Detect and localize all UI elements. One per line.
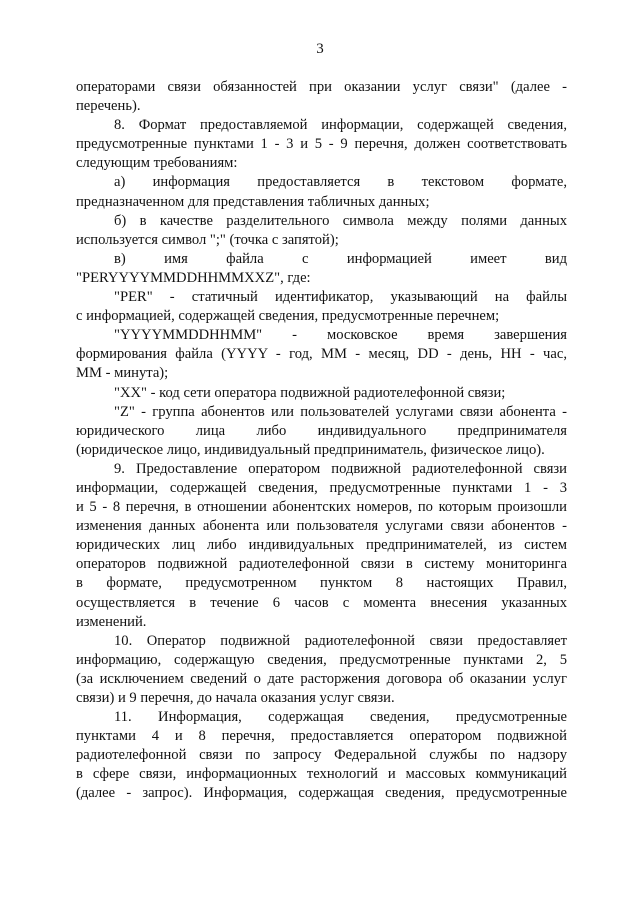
text-line: с информацией, содержащей сведения, предусмотренные перечнем; xyxy=(76,308,500,325)
page-number: 3 xyxy=(316,41,324,57)
text-line: изменений. xyxy=(76,613,147,630)
text-line: ММ - минута); xyxy=(76,365,169,382)
text-line: а) информация предоставляется в текстовом формате, xyxy=(114,174,567,191)
text-line: (юридическое лицо, индивидуальный предприниматель, физическое лицо). xyxy=(76,441,545,458)
text-line: операторами связи обязанностей при оказании услуг связи" (далее - xyxy=(76,79,567,95)
document-body xyxy=(76,78,567,804)
text-line: формирования файла (YYYY - год, ММ - месяц, DD - день, НН - час, xyxy=(76,346,567,363)
text-line: "Z" - группа абонентов или пользователей услугами связи абонента - xyxy=(114,403,567,420)
text-line: операторов подвижной радиотелефонной связи в систему мониторинга xyxy=(76,556,567,573)
text-line: информацию, содержащую сведения, предусмотренные пунктами 2, 5 xyxy=(76,651,567,668)
text-line: "YYYYMMDDHHMM" - московское время завершения xyxy=(114,327,567,344)
text-line: в) имя файла с информацией имеет вид xyxy=(114,250,567,267)
text-line: перечень). xyxy=(76,98,141,115)
text-line: осуществляется в течение 6 часов с момента внесения указанных xyxy=(76,594,567,611)
text-line: в формате, предусмотренном пунктом 8 настоящих Правил, xyxy=(76,575,567,592)
text-line: (далее - запрос). Информация, содержащая сведения, предусмотренные xyxy=(76,785,567,802)
text-line: юридических лиц либо индивидуальных предпринимателей, из систем xyxy=(76,537,567,554)
text-line: в сфере связи, информационных технологий и массовых коммуникаций xyxy=(76,766,567,783)
text-line: используется символ ";" (точка с запятой); xyxy=(76,231,339,248)
text-line: следующим требованиям: xyxy=(76,155,238,172)
text-line: юридического лица либо индивидуального предпринимателя xyxy=(76,422,567,439)
text-line: 9. Предоставление оператором подвижной радиотелефонной связи xyxy=(114,460,567,477)
text-line: радиотелефонной связи по запросу Федеральной службы по надзору xyxy=(76,747,567,764)
text-line: "XX" - код сети оператора подвижной радиотелефонной связи; xyxy=(114,384,506,401)
text-line: (за исключением сведений о дате расторжения договора об оказании услуг xyxy=(76,670,567,687)
text-line: 11. Информация, содержащая сведения, предусмотренные xyxy=(114,709,567,726)
text-line: предусмотренные пунктами 1 - 3 и 5 - 9 перечня, должен соответствовать xyxy=(76,136,567,153)
text-line: "PER" - статичный идентификатор, указывающий на файлы xyxy=(114,289,567,306)
text-line: 10. Оператор подвижной радиотелефонной связи предоставляет xyxy=(114,632,567,649)
text-line: 8. Формат предоставляемой информации, содержащей сведения, xyxy=(114,117,567,134)
text-line: изменения данных абонента или пользователя услугами связи абонентов - xyxy=(76,518,567,535)
text-line: пунктами 4 и 8 перечня, предоставляется оператором подвижной xyxy=(76,728,567,745)
text-line: связи) и 9 перечня, до начала оказания услуг связи. xyxy=(76,690,395,706)
text-line: предназначенном для представления табличных данных; xyxy=(76,193,430,210)
text-line: и 5 - 8 перечня, в отношении абонентских номеров, по которым произошли xyxy=(76,499,567,516)
text-line: б) в качестве разделительного символа между полями данных xyxy=(114,212,567,229)
text-line: информации, содержащей сведения, предусмотренные пунктами 1 - 3 xyxy=(76,479,567,496)
text-line: "PERYYYYMMDDHHMMXXZ", где: xyxy=(76,269,311,286)
